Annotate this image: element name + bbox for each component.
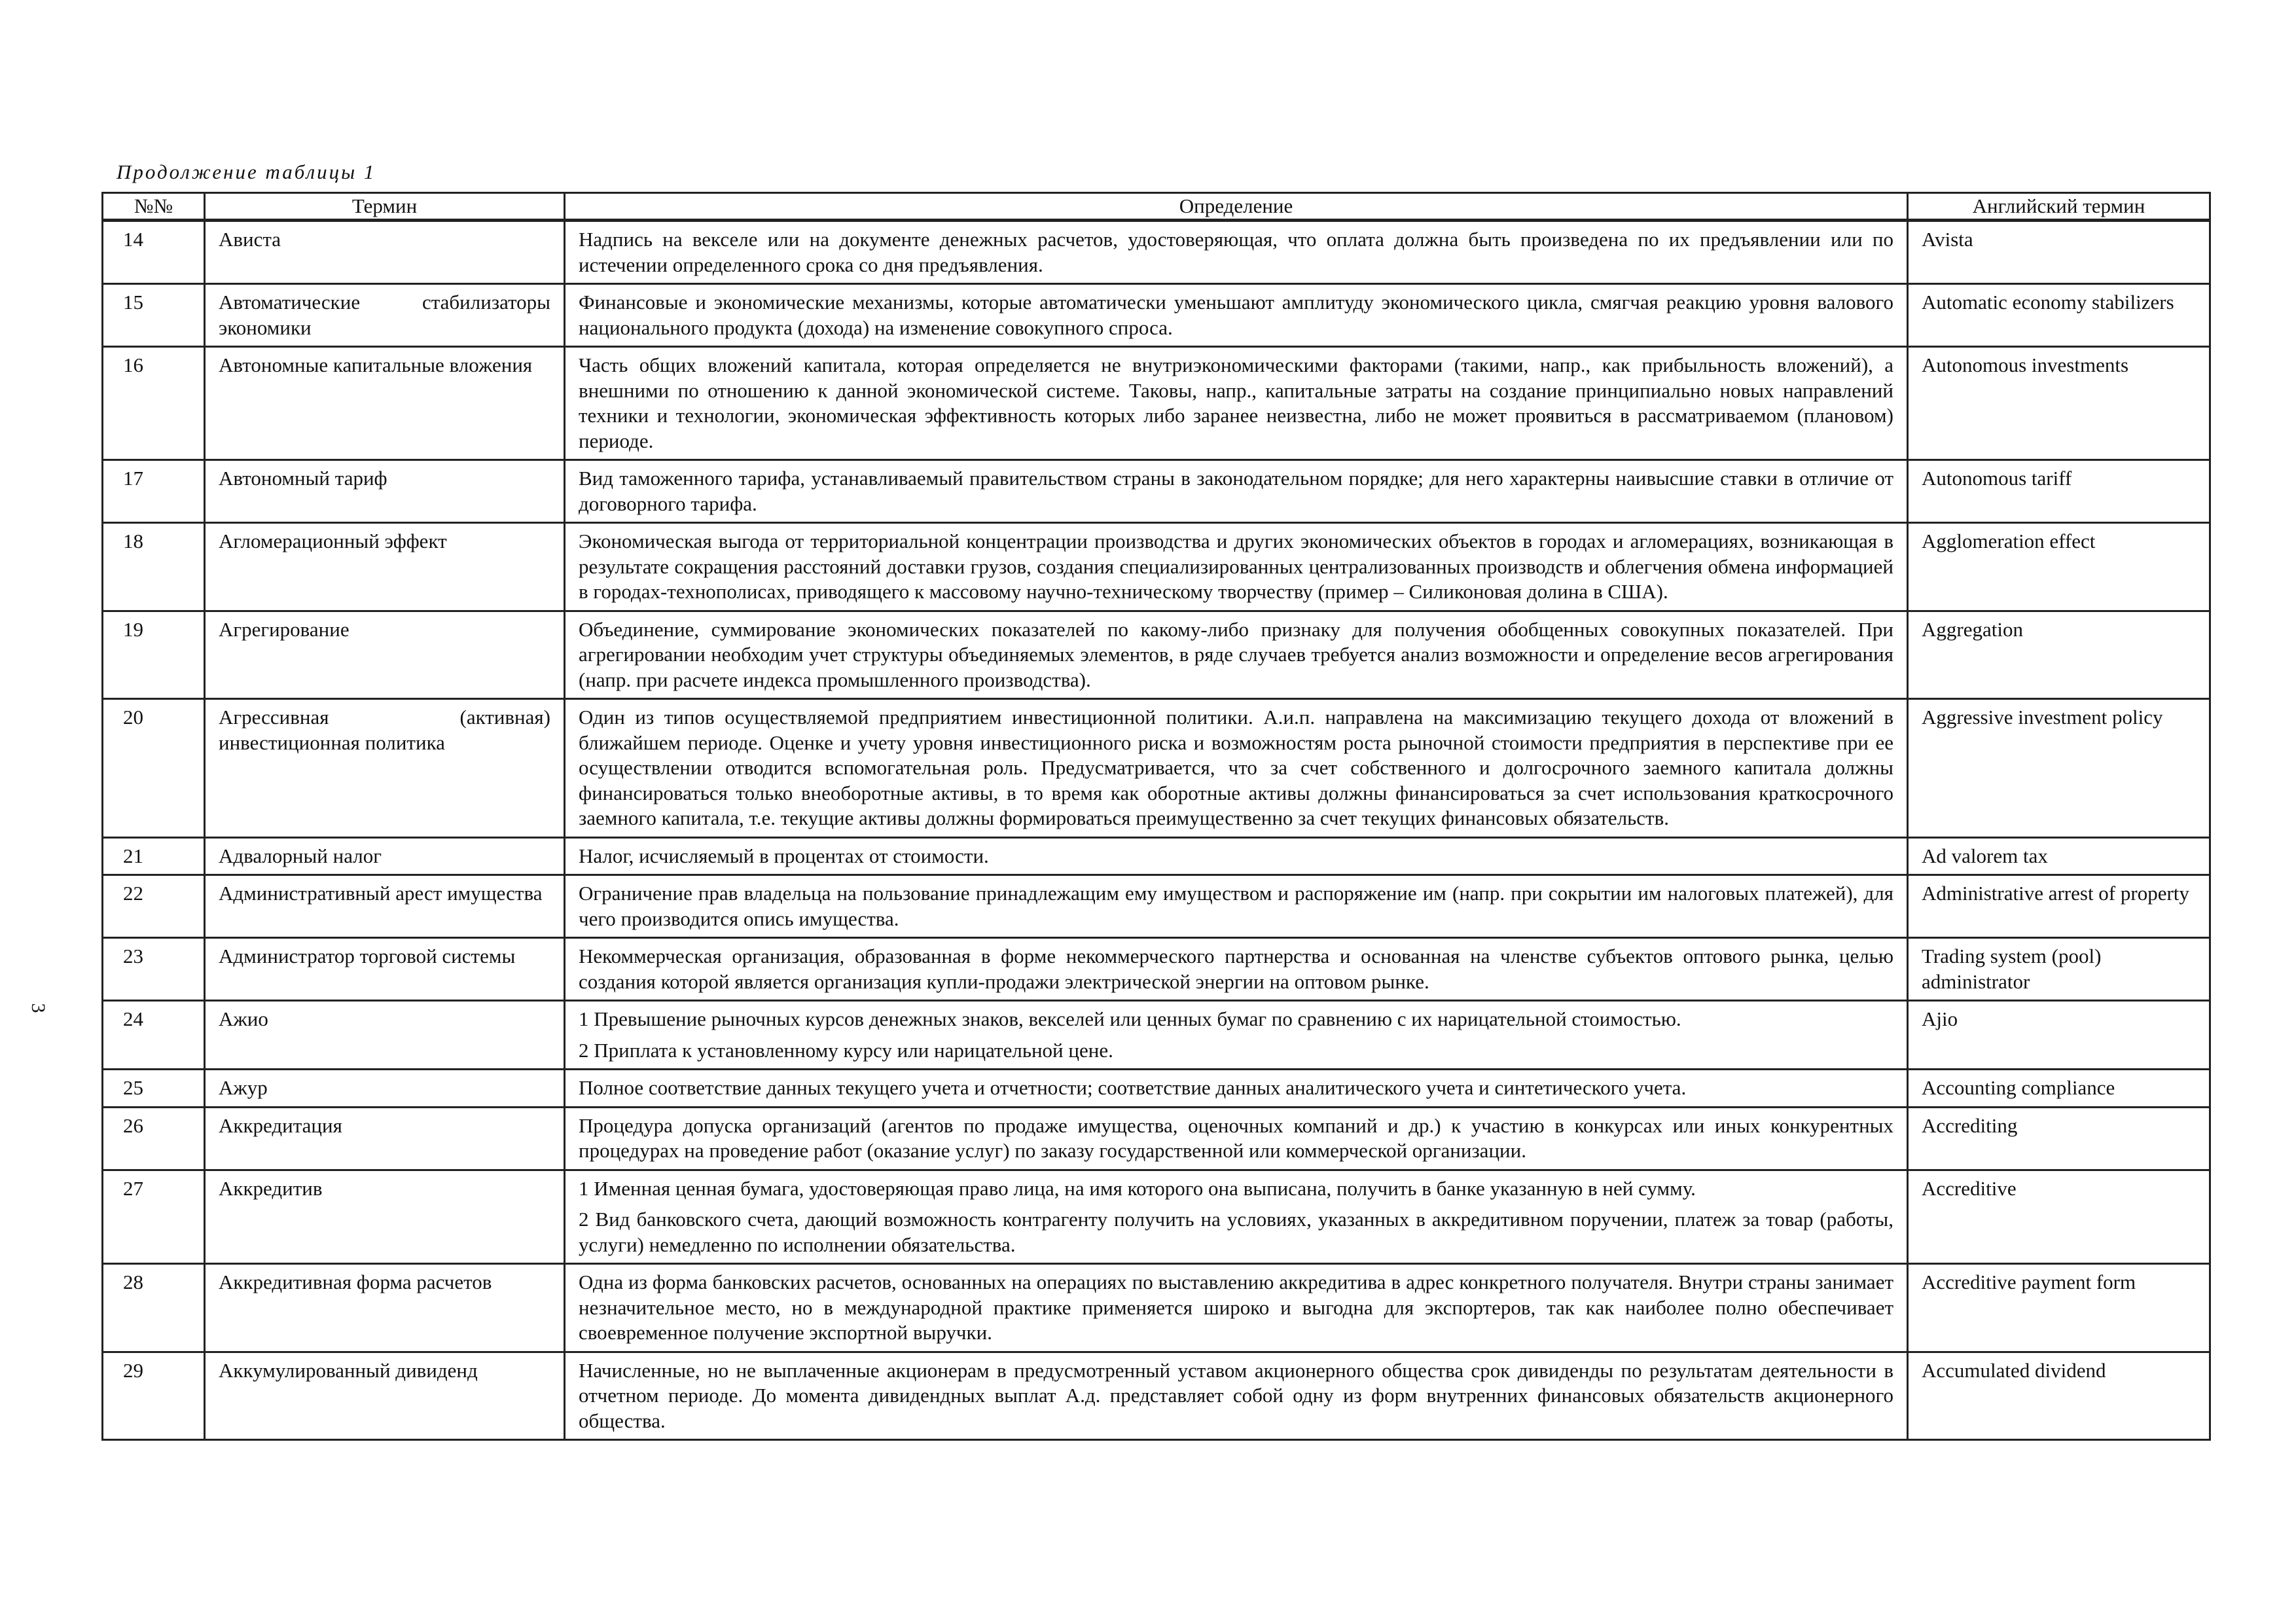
row-number: 22 — [103, 875, 205, 938]
row-term: Аккредитация — [205, 1107, 565, 1170]
row-definition — [565, 460, 1908, 523]
row-term: Агрессивная (активная) инвестиционная политика — [205, 699, 565, 838]
row-english-term: Agglomeration effect — [1908, 523, 2210, 611]
header-definition: Определение — [565, 193, 1908, 221]
row-definition — [565, 611, 1908, 699]
row-english-term: Aggregation — [1908, 611, 2210, 699]
header-term: Термин — [205, 193, 565, 221]
page-number: 3 — [27, 1003, 49, 1013]
row-number: 26 — [103, 1107, 205, 1170]
definition-paragraph: Некоммерческая организация, образованная в форме некоммерческого партнерства и основанная на членстве субъектов оптового рынка, целью создания которой является организация купли-продажи электрической энергии на оптовом рынке. — [579, 945, 1893, 993]
row-term: Автоматические стабилизаторы экономики — [205, 284, 565, 347]
definition-paragraph: 2 Вид банковского счета, дающий возможность контрагенту получить на условиях, указанных в аккредитивном поручении, платеж за товар (работы, услуги) немедленно по исполнении обязательства. — [579, 1208, 1893, 1256]
header-english-term: Английский термин — [1908, 193, 2210, 221]
table-row — [103, 1107, 2210, 1170]
row-number: 28 — [103, 1264, 205, 1352]
row-term: Ависта — [205, 221, 565, 284]
definition-paragraph: Один из типов осуществляемой предприятием инвестиционной политики. А.и.п. направлена на максимизацию текущего дохода от вложений в ближайшем периоде. Оценке и учету уровня инвестиционного риска и возможностям роста рыночной стоимости предприятия в перспективе при ее осуществлении отводится вспомогательная роль. Предусматривается, что за счет собственного и долгосрочного заемного капитала должны финансироваться только внеоборотные активы, в то время как оборотные активы должны финансироваться за счет использования краткосрочного заемного капитала, т.е. текущие активы должны формироваться преимущественно за счет текущих финансовых обязательств. — [579, 706, 1893, 829]
row-definition — [565, 1170, 1908, 1264]
row-number: 18 — [103, 523, 205, 611]
row-english-term: Administrative arrest of property — [1908, 875, 2210, 938]
row-term: Агрегирование — [205, 611, 565, 699]
row-number: 27 — [103, 1170, 205, 1264]
row-definition — [565, 1107, 1908, 1170]
table-row — [103, 1170, 2210, 1264]
row-term: Аккумулированный дивиденд — [205, 1352, 565, 1440]
row-english-term: Accounting compliance — [1908, 1070, 2210, 1108]
table-row — [103, 284, 2210, 347]
row-english-term: Accumulated dividend — [1908, 1352, 2210, 1440]
row-term: Аккредитивная форма расчетов — [205, 1264, 565, 1352]
row-number: 20 — [103, 699, 205, 838]
definition-paragraph: Финансовые и экономические механизмы, которые автоматически уменьшают амплитуду экономического цикла, смягчая реакцию уровня валового национального продукта (дохода) на изменение совокупного спроса. — [579, 291, 1893, 339]
table-row — [103, 1001, 2210, 1070]
row-english-term: Autonomous tariff — [1908, 460, 2210, 523]
definition-paragraph: Одна из форма банковских расчетов, основанных на операциях по выставлению аккредитива в адрес конкретного получателя. Внутри страны занимает незначительное место, но в международной практике применяется широко и выгодна для экспортеров, так как наиболее полно обеспечивает своевременное получение экспортной выручки. — [579, 1271, 1893, 1344]
row-number: 21 — [103, 837, 205, 875]
definition-paragraph: Вид таможенного тарифа, устанавливаемый правительством страны в законодательном порядке; для него характерны наивысшие ставки в отличие от договорного тарифа. — [579, 467, 1893, 515]
definition-paragraph: Экономическая выгода от территориальной концентрации производства и других экономических объектов в городах и агломерациях, возникающая в результате сокращения расстояний доставки грузов, создания специализированных централизованных производств и облегчения обмена информацией в городах-технополисах, приводящего к массовому научно-техническому творчеству (пример – Силиконовая долина в США). — [579, 530, 1893, 603]
row-definition — [565, 221, 1908, 284]
table-row — [103, 347, 2210, 460]
definition-paragraph: Налог, исчисляемый в процентах от стоимости. — [579, 844, 989, 867]
table-caption: Продолжение таблицы 1 — [117, 160, 376, 183]
row-number: 19 — [103, 611, 205, 699]
row-definition — [565, 1070, 1908, 1108]
definition-paragraph: 2 Приплата к установленному курсу или нарицательной цене. — [579, 1038, 1113, 1062]
row-number: 24 — [103, 1001, 205, 1070]
row-term: Ажур — [205, 1070, 565, 1108]
table-row — [103, 221, 2210, 284]
row-number: 15 — [103, 284, 205, 347]
row-term: Административный арест имущества — [205, 875, 565, 938]
row-term: Аккредитив — [205, 1170, 565, 1264]
row-definition — [565, 938, 1908, 1001]
row-definition — [565, 699, 1908, 838]
row-english-term: Autonomous investments — [1908, 347, 2210, 460]
definition-paragraph: 1 Превышение рыночных курсов денежных знаков, векселей или ценных бумаг по сравнению с их нарицательной стоимостью. — [579, 1007, 1681, 1030]
row-english-term: Aggressive investment policy — [1908, 699, 2210, 838]
row-definition — [565, 1001, 1908, 1070]
row-term: Ажио — [205, 1001, 565, 1070]
row-term: Адвалорный налог — [205, 837, 565, 875]
table-row — [103, 460, 2210, 523]
row-english-term: Automatic economy stabilizers — [1908, 284, 2210, 347]
definition-paragraph: Часть общих вложений капитала, которая определяется не внутриэкономическими факторами (такими, напр., как прибыльность вложений), а внешними по отношению к данной экономической системе. Таковы, напр., капитальные затраты на создание принципиально новых направлений техники и технологии, экономическая эффективность которых либо заранее неизвестна, либо не может проявиться в рассматриваемом (плановом) периоде. — [579, 353, 1893, 452]
row-term: Автономный тариф — [205, 460, 565, 523]
row-english-term: Accreditive — [1908, 1170, 2210, 1264]
row-number: 25 — [103, 1070, 205, 1108]
row-definition — [565, 875, 1908, 938]
table-row — [103, 875, 2210, 938]
definition-paragraph: Полное соответствие данных текущего учета и отчетности; соответствие данных аналитического учета и синтетического учета. — [579, 1076, 1687, 1099]
table-row — [103, 699, 2210, 838]
header-number: №№ — [103, 193, 205, 221]
row-number: 17 — [103, 460, 205, 523]
definition-paragraph: 1 Именная ценная бумага, удостоверяющая право лица, на имя которого она выписана, получить в банке указанную в ней сумму. — [579, 1176, 1696, 1200]
row-definition — [565, 523, 1908, 611]
definition-paragraph: Процедура допуска организаций (агентов по продаже имущества, оценочных компаний и др.) к участию в конкурсах или иных конкурентных процедурах на проведение работ (оказание услуг) по заказу государственной или коммерческой организации. — [579, 1113, 1893, 1162]
row-english-term: Trading system (pool) administrator — [1908, 938, 2210, 1001]
row-term: Агломерационный эффект — [205, 523, 565, 611]
row-term: Администратор торговой системы — [205, 938, 565, 1001]
definition-paragraph: Надпись на векселе или на документе денежных расчетов, удостоверяющая, что оплата должна быть произведена по их предъявлении или по истечении определенного срока со дня предъявления. — [579, 228, 1893, 276]
row-english-term: Avista — [1908, 221, 2210, 284]
table-body — [103, 221, 2210, 1440]
definition-paragraph: Ограничение прав владельца на пользование принадлежащим ему имуществом и распоряжение им (напр. при сокрытии им налоговых платежей), для чего производится опись имущества. — [579, 882, 1893, 930]
definition-paragraph: Начисленные, но не выплаченные акционерам в предусмотренный уставом акционерного общества срок дивиденды по результатам деятельности в отчетном периоде. До момента дивидендных выплат А.д. представляет собой одну из форм внутренних финансовых обязательств акционерного общества. — [579, 1358, 1893, 1432]
row-english-term: Ad valorem tax — [1908, 837, 2210, 875]
table-row — [103, 1070, 2210, 1108]
definition-paragraph: Объединение, суммирование экономических показателей по какому-либо признаку для получения обобщенных совокупных показателей. При агрегировании необходим учет структуры объединяемых элементов, в ряде случаев требуется анализ возможности и определение весов агрегирования (напр. при расчете индекса промышленного производства). — [579, 617, 1893, 691]
row-number: 16 — [103, 347, 205, 460]
table-row — [103, 938, 2210, 1001]
table-row — [103, 523, 2210, 611]
row-number: 29 — [103, 1352, 205, 1440]
table-row — [103, 1264, 2210, 1352]
glossary-table — [101, 192, 2211, 1441]
row-term: Автономные капитальные вложения — [205, 347, 565, 460]
row-english-term: Ajio — [1908, 1001, 2210, 1070]
row-definition — [565, 284, 1908, 347]
row-english-term: Accreditive payment form — [1908, 1264, 2210, 1352]
table-row — [103, 611, 2210, 699]
row-definition — [565, 837, 1908, 875]
table-row — [103, 837, 2210, 875]
row-definition — [565, 347, 1908, 460]
row-english-term: Accrediting — [1908, 1107, 2210, 1170]
row-number: 14 — [103, 221, 205, 284]
row-definition — [565, 1264, 1908, 1352]
row-definition — [565, 1352, 1908, 1440]
row-number: 23 — [103, 938, 205, 1001]
table-row — [103, 1352, 2210, 1440]
table-header-row — [103, 193, 2210, 221]
